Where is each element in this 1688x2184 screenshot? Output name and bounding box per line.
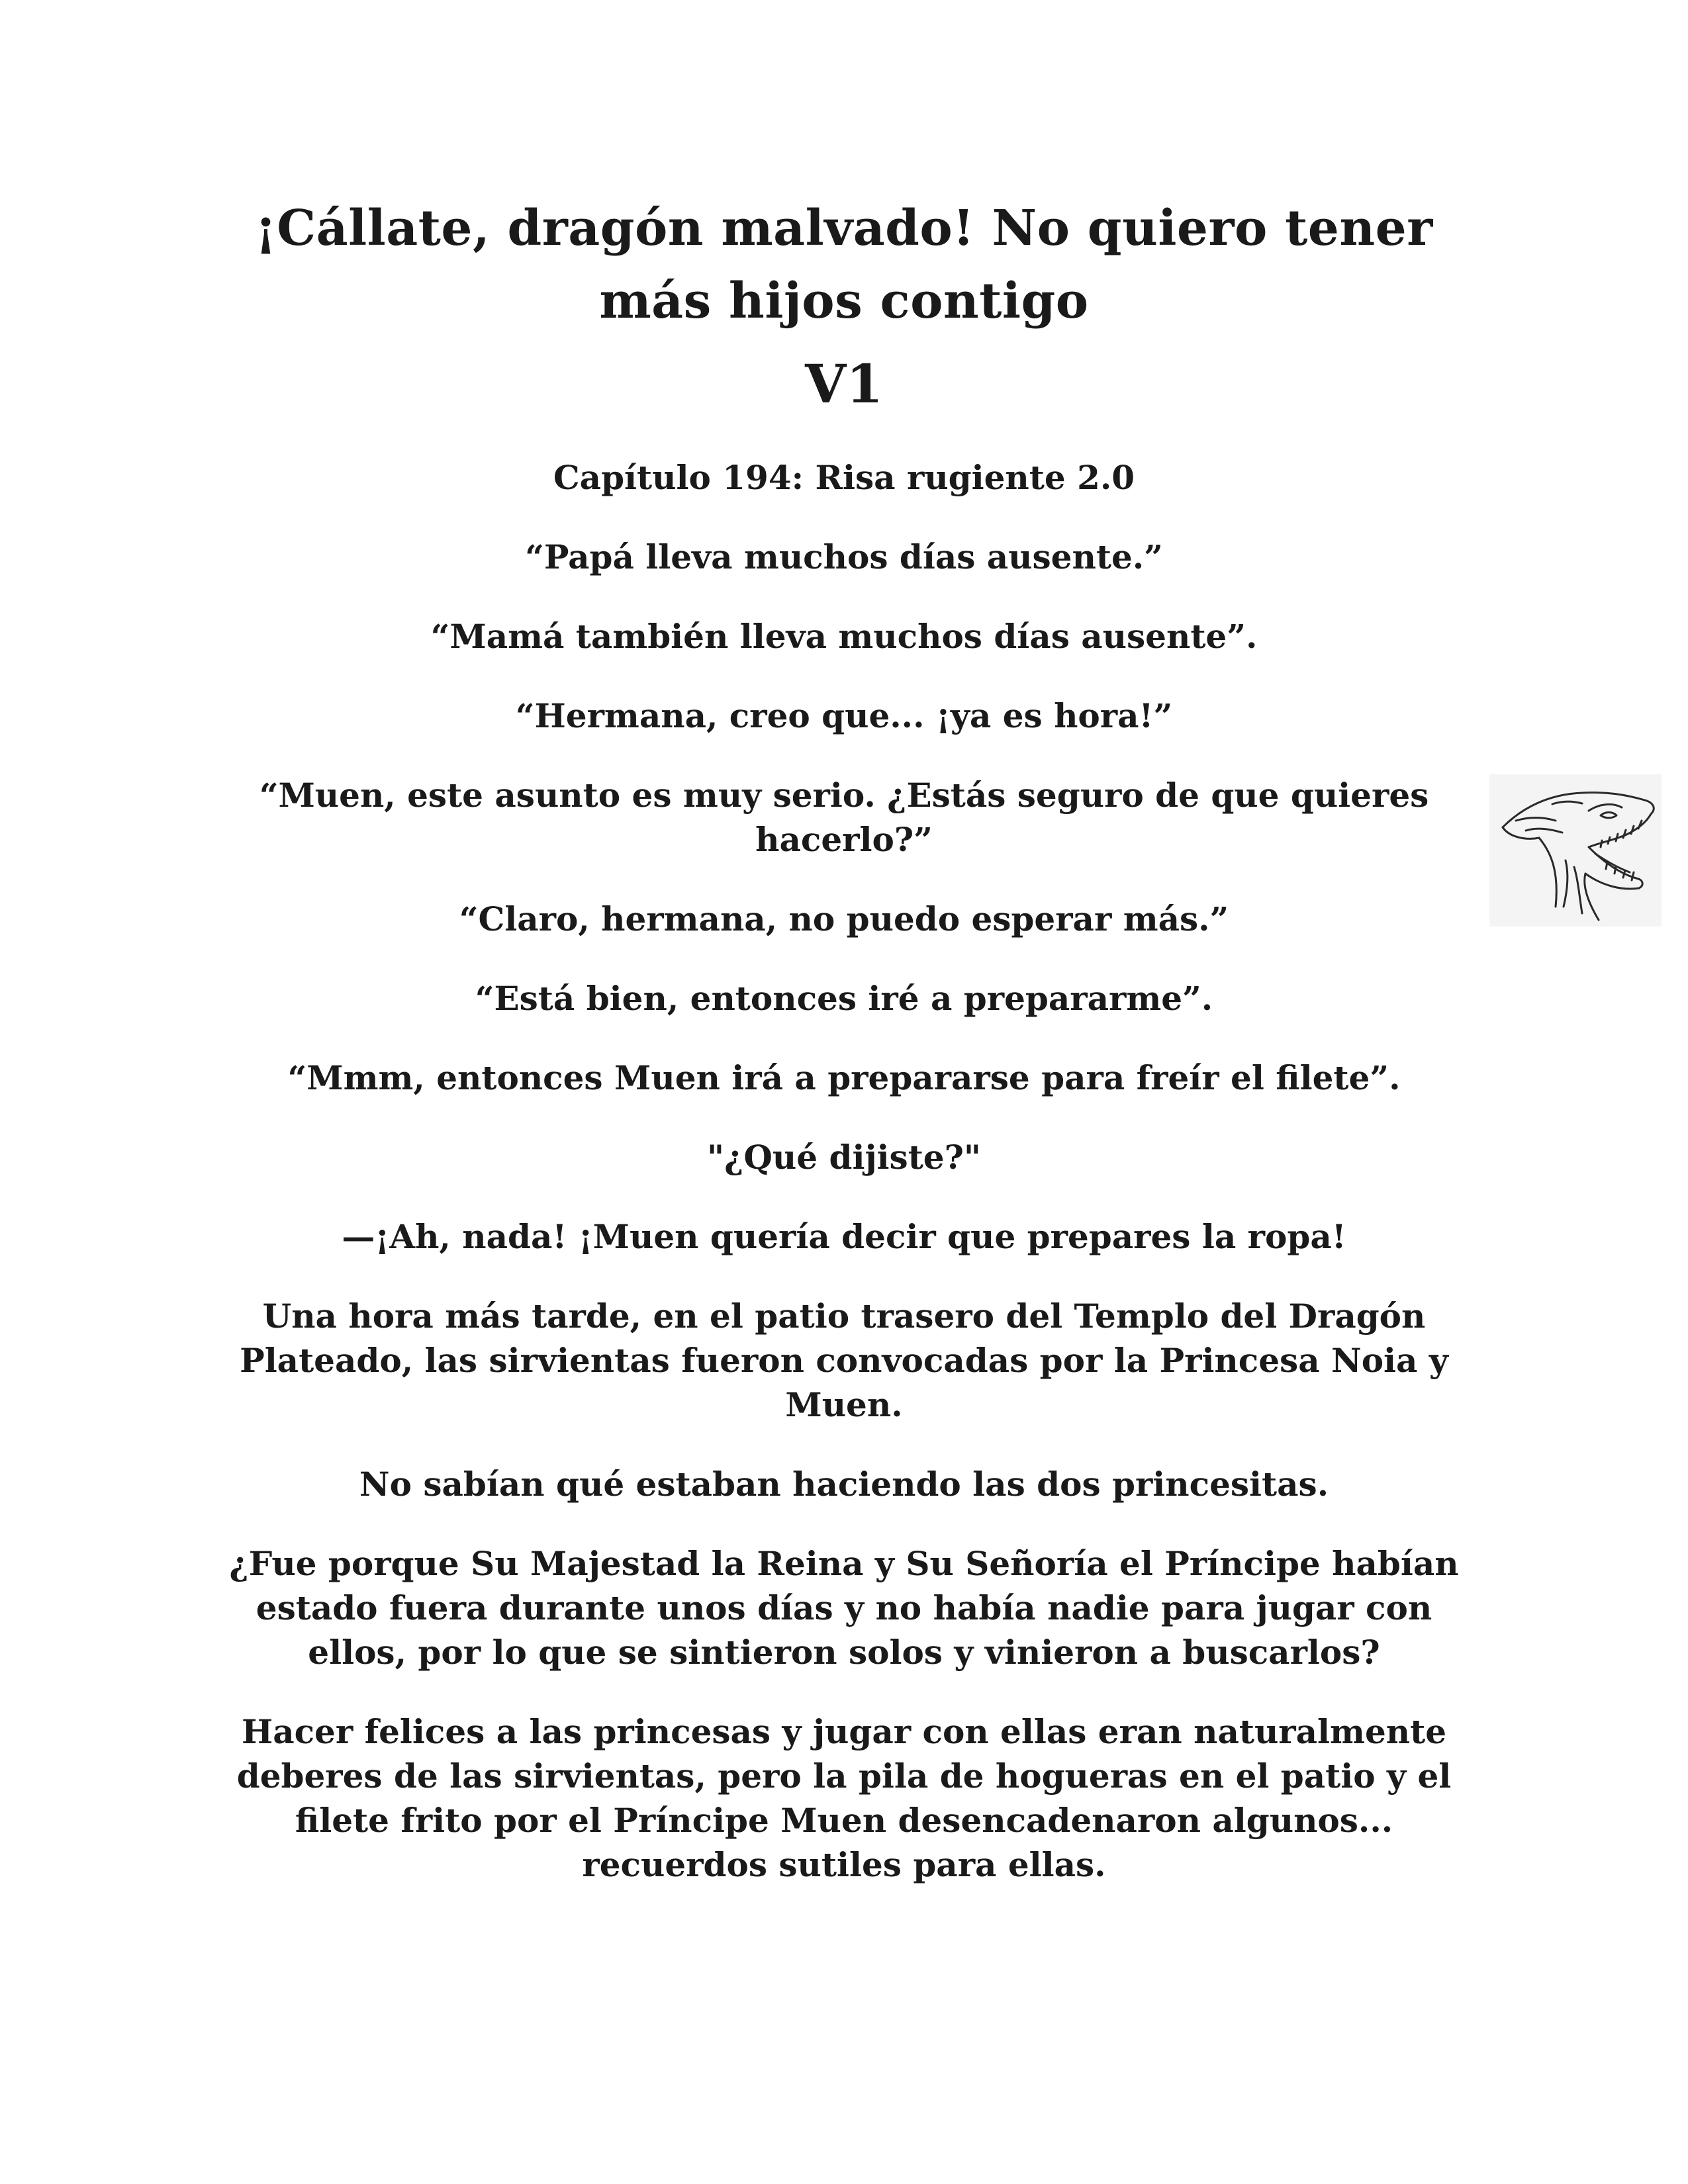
paragraph: Una hora más tarde, en el patio trasero del Templo del Dragón Plateado, las sirvientas fueron convocadas por la Princesa Noia y Muen.: [240, 1297, 1448, 1424]
paragraph: “Hermana, creo que... ¡ya es hora!”: [515, 696, 1173, 735]
paragraph: “Papá lleva muchos días ausente.”: [525, 537, 1163, 576]
paragraph: “Mamá también lleva muchos días ausente”.: [430, 617, 1258, 656]
dragon-head-sketch-icon: [1489, 774, 1662, 927]
paragraph: "¿Qué dijiste?": [707, 1138, 981, 1177]
paragraph: “Está bien, entonces iré a prepararme”.: [475, 979, 1213, 1018]
paragraph: “Claro, hermana, no puedo esperar más.”: [459, 899, 1229, 938]
paragraph: “Muen, este asunto es muy serio. ¿Estás seguro de que quieres hacerlo?”: [259, 776, 1429, 859]
chapter-body: [218, 455, 1470, 1922]
paragraph: “Mmm, entonces Muen irá a prepararse para freír el filete”.: [287, 1058, 1401, 1097]
paragraph: —¡Ah, nada! ¡Muen quería decir que prepares la ropa!: [342, 1217, 1346, 1256]
paragraph: No sabían qué estaban haciendo las dos princesitas.: [359, 1465, 1329, 1504]
paragraph: Hacer felices a las princesas y jugar con ellas eran naturalmente deberes de las sirvientas, pero la pila de hogueras en el patio y el filete frito por el Príncipe Muen desencadenaron algunos... recuerdos sutiles para ellas.: [236, 1712, 1452, 1884]
book-title: ¡Cállate, dragón malvado! No quiero tener más hijos contigo: [255, 200, 1433, 330]
paragraph: ¿Fue porque Su Majestad la Reina y Su Señoría el Príncipe habían estado fuera durante unos días y no había nadie para jugar con ellos, por lo que se sintieron solos y vinieron a buscarlos?: [229, 1544, 1459, 1672]
chapter-heading: Capítulo 194: Risa rugiente 2.0: [553, 458, 1135, 497]
volume-label: V1: [805, 353, 883, 415]
